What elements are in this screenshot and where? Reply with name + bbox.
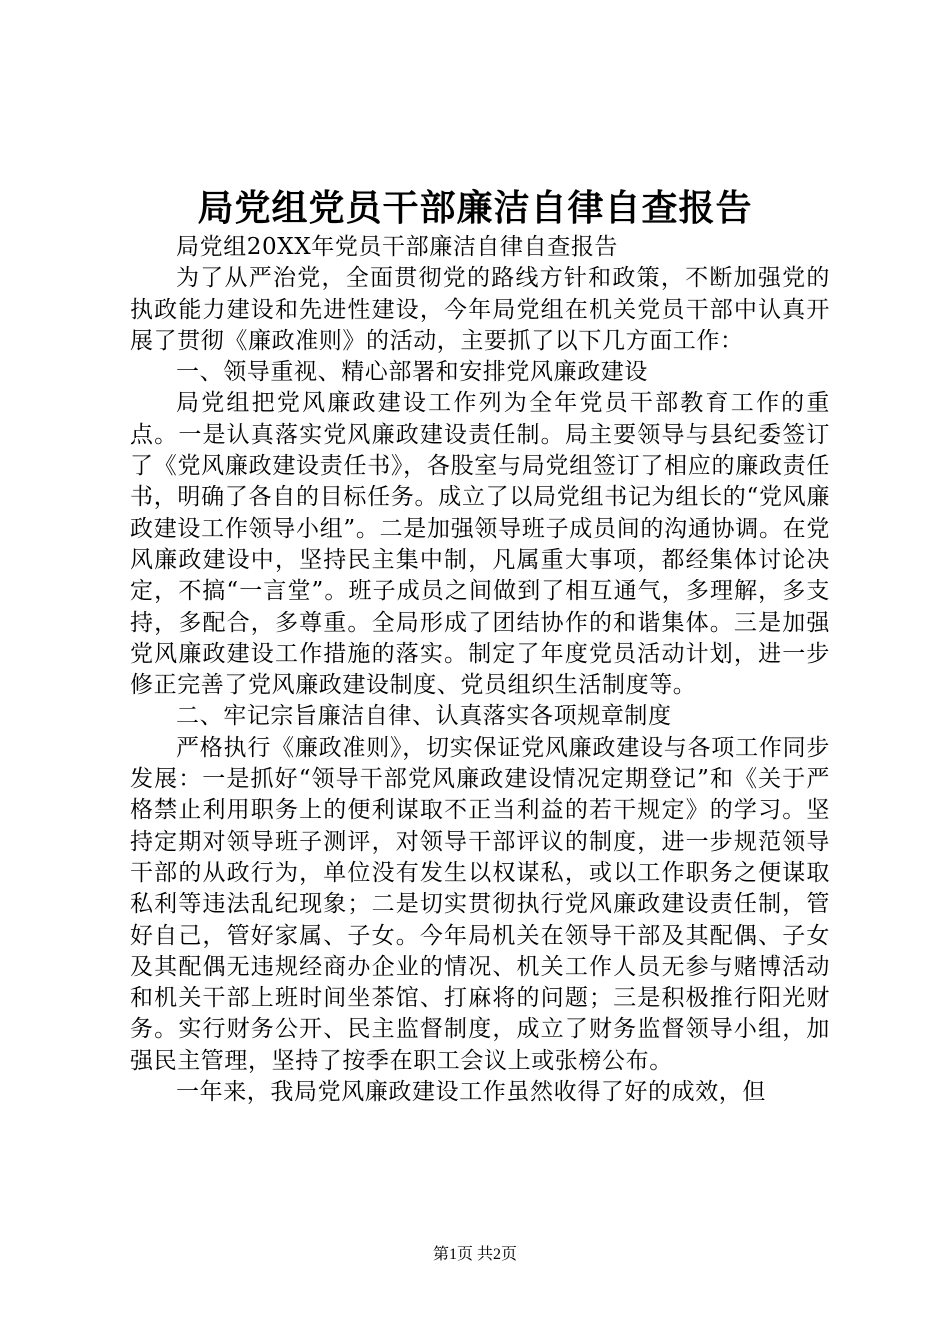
- section-paragraph-1: 局党组把党风廉政建设工作列为全年党员干部教育工作的重点。一是认真落实党风廉政建设责任制。局主要领导与县纪委签订了《党风廉政建设责任书》，各股室与局党组签订了相应的廉政责任书，明确了各自的目标任务。成立了以局党组书记为组长的“党风廉政建设工作领导小组”。二是加强领导班子成员间的沟通协调。在党风廉政建设中，坚持民主集中制，凡属重大事项，都经集体讨论决定，不搞“一言堂”。班子成员之间做到了相互通气，多理解，多支持，多配合，多尊重。全局形成了团结协作的和谐集体。三是加强党风廉政建设工作措施的落实。制定了年度党员活动计划，进一步修正完善了党风廉政建设制度、党员组织生活制度等。: [130, 390, 830, 699]
- page-footer: 第1页 共2页: [432, 1246, 517, 1263]
- closing-paragraph: 一年来，我局党风廉政建设工作虽然收得了好的成效，但: [176, 1079, 766, 1106]
- document-body: [130, 232, 830, 1108]
- section-heading-1: 一、领导重视、精心部署和安排党风廉政建设: [176, 359, 648, 386]
- intro-paragraph: 为了从严治党，全面贯彻党的路线方针和政策，不断加强党的执政能力建设和先进性建设，今年局党组在机关党员干部中认真开展了贯彻《廉政准则》的活动，主要抓了以下几方面工作：: [130, 265, 830, 354]
- section-paragraph-2: 严格执行《廉政准则》，切实保证党风廉政建设与各项工作同步发展：一是抓好“领导干部党风廉政建设情况定期登记”和《关于严格禁止利用职务上的便利谋取不正当利益的若干规定》的学习。坚持定期对领导班子测评，对领导干部评议的制度，进一步规范领导干部的从政行为，单位没有发生以权谋私，或以工作职务之便谋取私利等违法乱纪现象；二是切实贯彻执行党风廉政建设责任制，管好自己，管好家属、子女。今年局机关在领导干部及其配偶、子女及其配偶无违规经商办企业的情况、机关工作人员无参与赌博活动和机关干部上班时间坐茶馆、打麻将的问题；三是积极推行阳光财务。实行财务公开、民主监督制度，成立了财务监督领导小组，加强民主管理，坚持了按季在职工会议上或张榜公布。: [130, 734, 830, 1074]
- report-subtitle: 局党组20XX年党员干部廉洁自律自查报告: [176, 234, 619, 260]
- section-heading-2: 二、牢记宗旨廉洁自律、认真落实各项规章制度: [176, 703, 672, 730]
- document-title: 局党组党员干部廉洁自律自查报告: [197, 187, 753, 229]
